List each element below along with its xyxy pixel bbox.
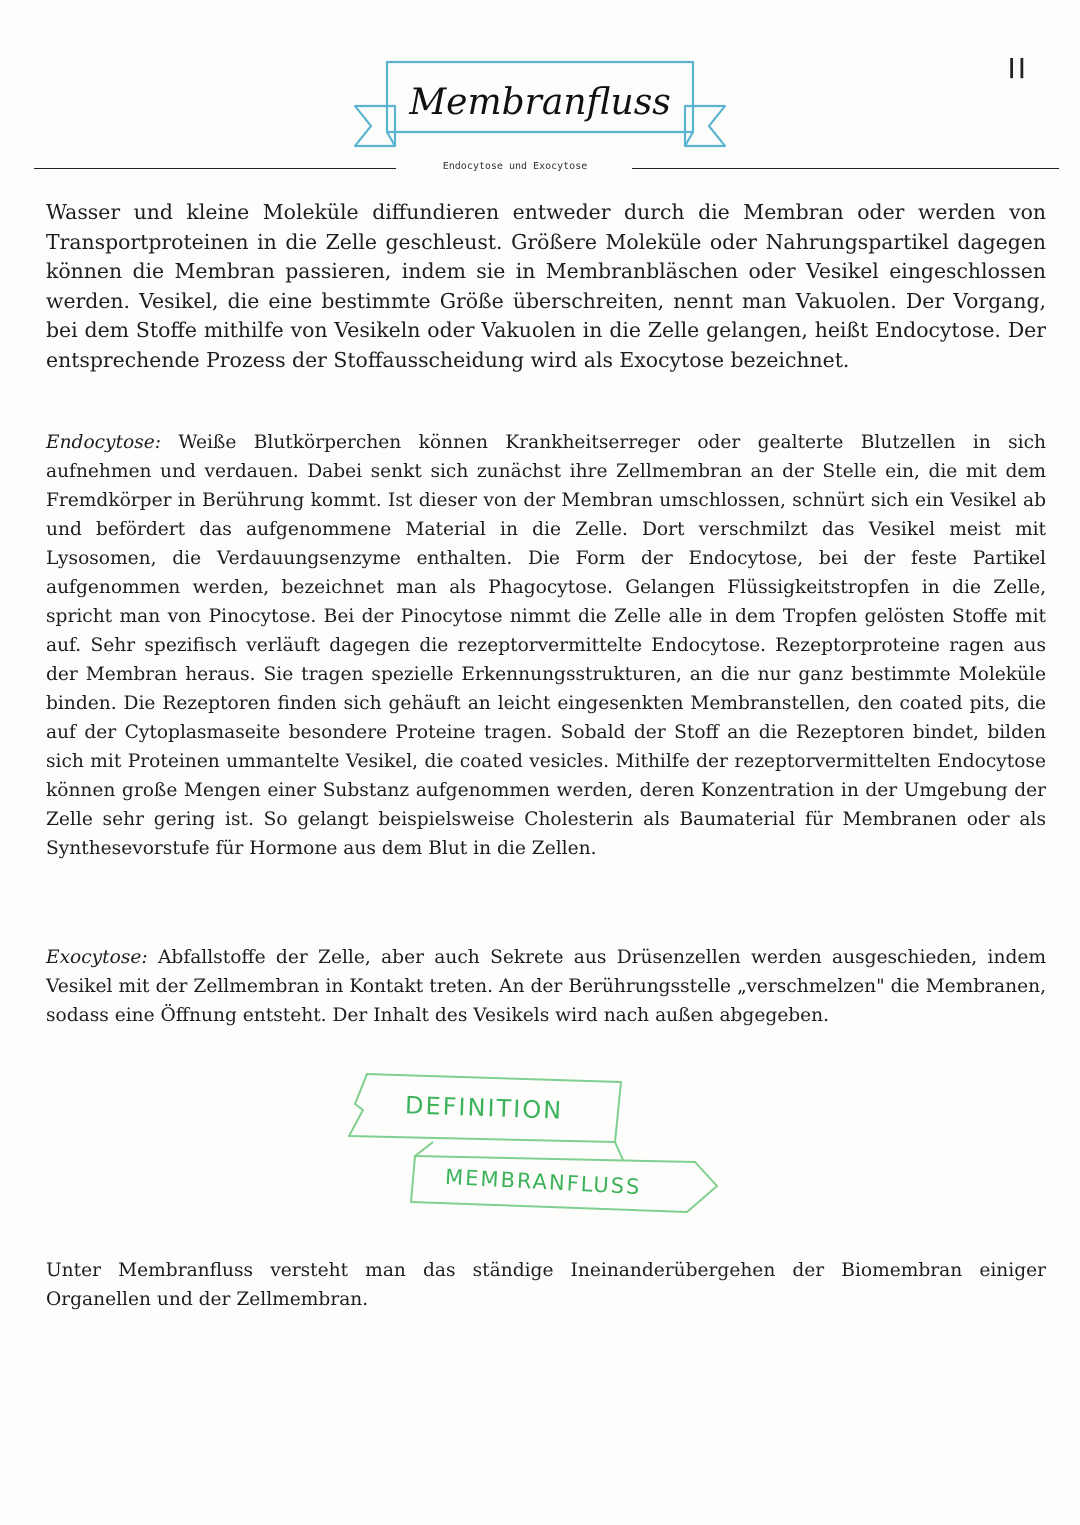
- page-number: II: [1007, 52, 1028, 85]
- exocytose-label: Exocytose:: [46, 947, 148, 968]
- page-title: Membranfluss: [409, 82, 671, 123]
- endocytose-paragraph: [46, 428, 1046, 863]
- title-banner: [335, 48, 745, 168]
- endocytose-text: Weiße Blutkörperchen können Krankheitserreger oder gealterte Blutzellen in sich aufnehmen und verdauen. Dabei senkt sich zunächst ihre Zellmembran an der Stelle ein, die mit dem Fremdkörper in Berührung kommt. Ist dieser von der Membran umschlossen, schnürt sich ein Vesikel ab und befördert das aufgenommene Material in die Zelle. Dort verschmilzt das Vesikel meist mit Lysosomen, die Verdauungsenzyme enthalten. Die Form der Endocytose, bei der feste Partikel aufgenommen werden, bezeichnet man als Phagocytose. Gelangen Flüssigkeitstropfen in die Zelle, spricht man von Pinocytose. Bei der Pinocytose nimmt die Zelle alle in dem Tropfen gelösten Stoffe mit auf. Sehr spezifisch verläuft dagegen die rezeptorvermittelte Endocytose. Rezeptorproteine ragen aus der Membran heraus. Sie tragen spezielle Erkennungsstrukturen, an die nur ganz bestimmte Moleküle binden. Die Rezeptoren finden sich gehäuft an leicht eingesenkten Membranstellen, den coated pits, die auf der Cytoplasmaseite besondere Proteine tragen. Sobald der Stoff an die Rezeptoren bindet, bilden sich mit Proteinen ummantelte Vesikel, die coated vesicles. Mithilfe der rezeptorvermittelten Endocytose können große Mengen einer Substanz aufgenommen werden, deren Konzentration in der Umgebung der Zelle sehr gering ist. So gelangt beispielsweise Cholesterin als Baumaterial für Membranen oder als Synthesevorstufe für Hormone aus dem Blut in die Zellen.: [46, 432, 1046, 859]
- definition-paragraph: Unter Membranfluss versteht man das ständige Ineinanderübergehen der Biomembran einiger Organellen und der Zellmembran.: [46, 1260, 1046, 1310]
- definition-banner: [345, 1070, 725, 1230]
- definition-label: DEFINITION: [404, 1091, 564, 1125]
- exocytose-text: Abfallstoffe der Zelle, aber auch Sekrete aus Drüsenzellen werden ausgeschieden, indem Vesikel mit der Zellmembran in Kontakt treten. An der Berührungsstelle „verschmelzen" die Membranen, sodass eine Öffnung entsteht. Der Inhalt des Vesikels wird nach außen abgegeben.: [46, 947, 1046, 1026]
- page-subtitle: Endocytose und Exocytose: [442, 161, 588, 172]
- header-rule-left: [34, 168, 396, 169]
- intro-paragraph: Wasser und kleine Moleküle diffundieren entweder durch die Membran oder werden von Transportproteinen in die Zelle geschleust. Größere Moleküle oder Nahrungspartikel dagegen können die Membran passieren, indem sie in Membranbläschen oder Vesikel eingeschlossen werden. Vesikel, die eine bestimmte Größe überschreiten, nennt man Vakuolen. Der Vorgang, bei dem Stoffe mithilfe von Vesikeln oder Vakuolen in die Zelle gelangen, heißt Endocytose. Der entsprechende Prozess der Stoffausscheidung wird als Exocytose bezeichnet.: [46, 200, 1046, 372]
- definition-ribbon-graphic: [345, 1070, 725, 1230]
- header-rule-right: [632, 168, 1059, 169]
- exocytose-paragraph: [46, 943, 1046, 1030]
- endocytose-label: Endocytose:: [46, 432, 162, 453]
- definition-topic-label: MEMBRANFLUSS: [444, 1164, 642, 1200]
